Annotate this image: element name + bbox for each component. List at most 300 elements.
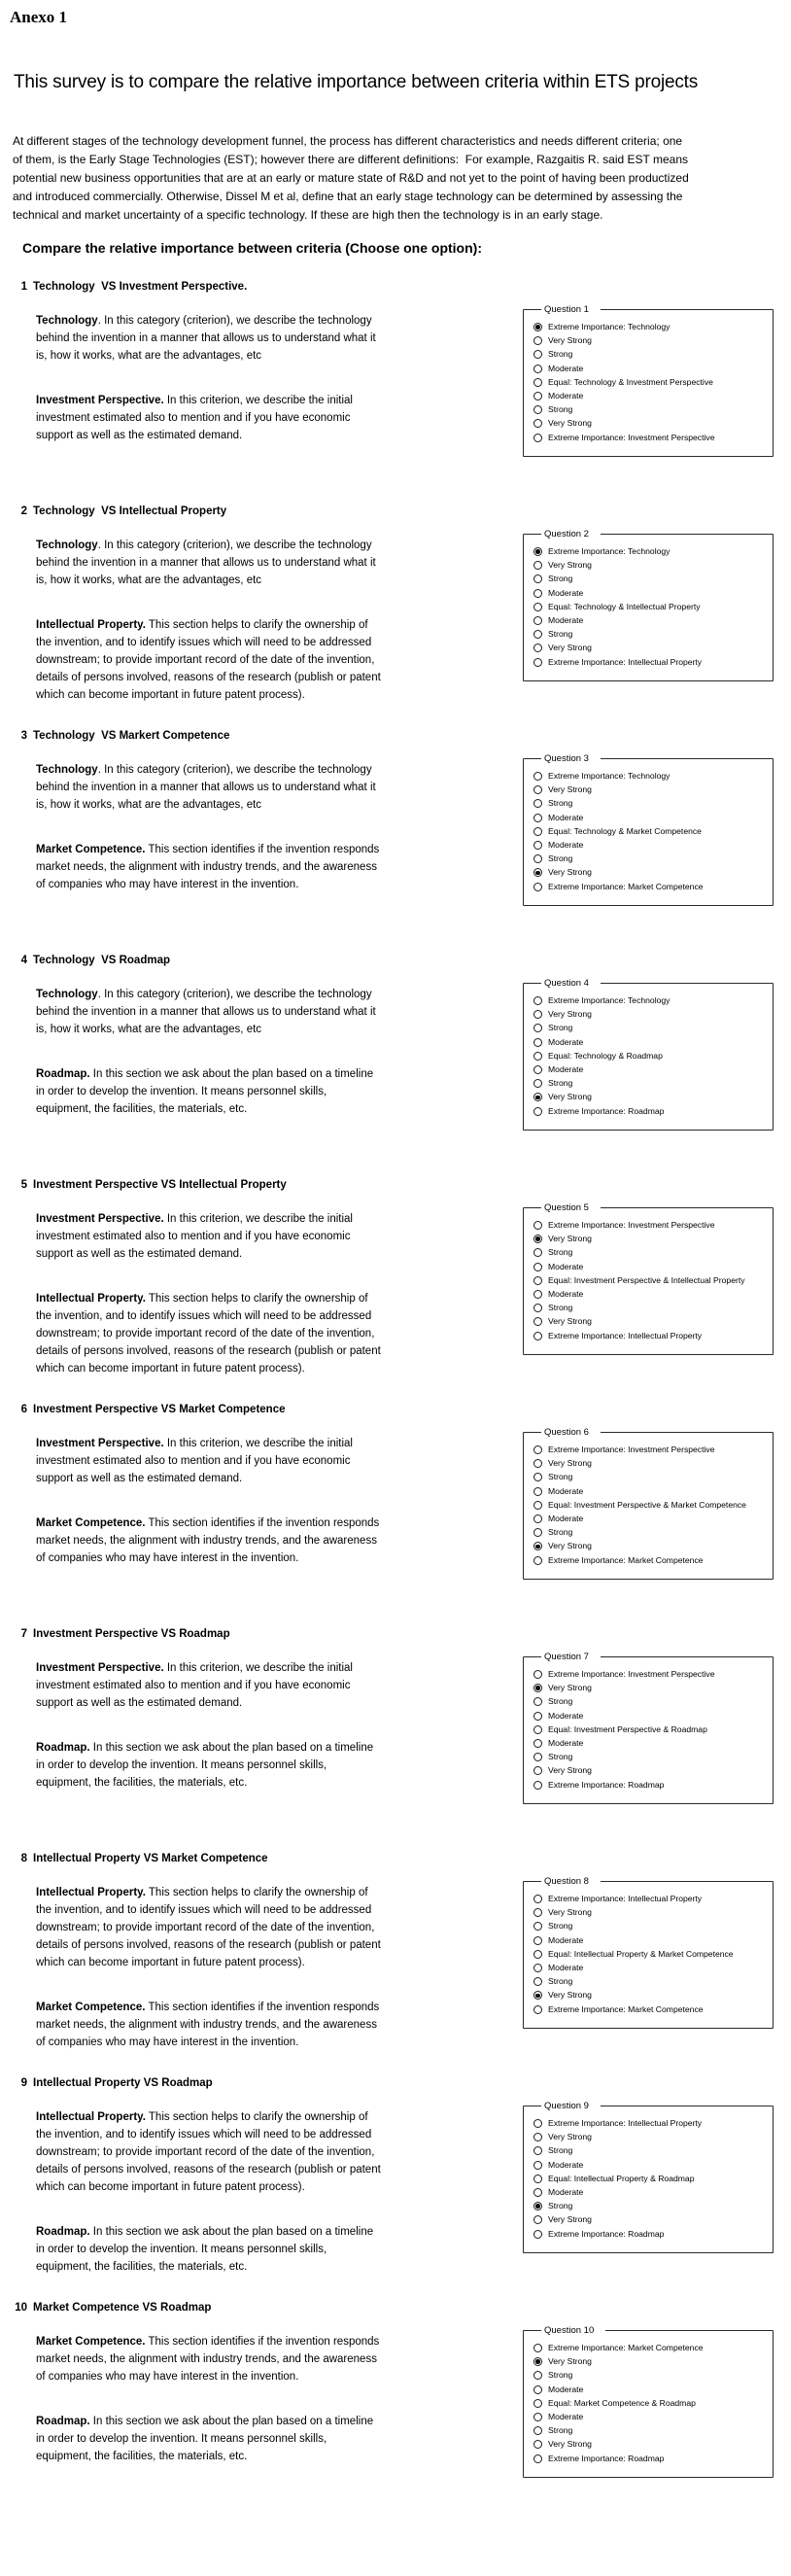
radio-option-label[interactable]: Moderate: [548, 1710, 584, 1721]
comparison-section: [0, 1179, 791, 1378]
radio-button-icon[interactable]: [533, 1487, 542, 1496]
radio-button-icon[interactable]: [533, 2454, 542, 2463]
radio-option-label[interactable]: Moderate: [548, 363, 584, 373]
section-number: 5: [20, 1178, 27, 1191]
comparison-section: [0, 2077, 791, 2277]
criterion-descriptions: [36, 537, 384, 704]
radio-option[interactable]: [533, 1248, 767, 1257]
radio-button-icon[interactable]: [533, 2426, 542, 2435]
radio-option-label[interactable]: Equal: Technology & Investment Perspective: [548, 376, 713, 387]
radio-option[interactable]: [533, 1317, 767, 1326]
radio-option[interactable]: [533, 658, 767, 667]
radio-button-icon[interactable]: [533, 2371, 542, 2380]
radio-group: [533, 2119, 767, 2239]
radio-option[interactable]: [533, 1697, 767, 1706]
criterion-description: [36, 2413, 384, 2465]
radio-button-icon[interactable]: [533, 1290, 542, 1299]
radio-option-label[interactable]: Extreme Importance: Roadmap: [548, 1105, 665, 1116]
radio-option[interactable]: [533, 1024, 767, 1032]
radio-option[interactable]: [533, 1977, 767, 1986]
radio-button-icon[interactable]: [533, 1332, 542, 1340]
radio-option[interactable]: [533, 772, 767, 781]
radio-button-icon[interactable]: [533, 1501, 542, 1510]
radio-option[interactable]: [533, 1895, 767, 1903]
radio-option-label[interactable]: Very Strong: [548, 2356, 592, 2367]
radio-option-label[interactable]: Extreme Importance: Technology: [548, 770, 671, 781]
radio-option-label[interactable]: Strong: [548, 1752, 573, 1762]
radio-button-icon[interactable]: [533, 827, 542, 836]
radio-button-icon[interactable]: [533, 1781, 542, 1790]
radio-option[interactable]: [533, 1936, 767, 1945]
radio-option[interactable]: [533, 1235, 767, 1243]
radio-button-icon[interactable]: [533, 1739, 542, 1748]
radio-option[interactable]: [533, 434, 767, 442]
section-heading-text: Investment Perspective VS Intellectual Property: [33, 1178, 287, 1191]
radio-option-label[interactable]: Very Strong: [548, 2214, 592, 2225]
radio-option-label[interactable]: Equal: Technology & Roadmap: [548, 1050, 663, 1061]
radio-button-icon[interactable]: [533, 883, 542, 891]
criterion-description: [36, 1514, 384, 1567]
radio-option[interactable]: [533, 350, 767, 359]
radio-button-icon[interactable]: [533, 2188, 542, 2197]
radio-button-icon[interactable]: [533, 1473, 542, 1481]
radio-option[interactable]: [533, 1922, 767, 1931]
criterion-name: Intellectual Property.: [36, 618, 146, 631]
radio-option-label[interactable]: Very Strong: [548, 560, 592, 571]
radio-option-label[interactable]: Very Strong: [548, 1683, 592, 1693]
radio-option-label[interactable]: Extreme Importance: Technology: [548, 321, 671, 331]
radio-button-icon[interactable]: [533, 1304, 542, 1312]
radio-button-icon[interactable]: [533, 1753, 542, 1761]
radio-button-icon[interactable]: [533, 1712, 542, 1721]
radio-option[interactable]: [533, 2357, 767, 2366]
radio-option[interactable]: [533, 1276, 767, 1285]
radio-option-label[interactable]: Extreme Importance: Technology: [548, 545, 671, 556]
radio-option-label[interactable]: Strong: [548, 2370, 573, 2381]
radio-button-icon[interactable]: [533, 868, 542, 877]
radio-option-label[interactable]: Strong: [548, 629, 573, 640]
radio-option[interactable]: [533, 1263, 767, 1271]
radio-option-label[interactable]: Extreme Importance: Market Competence: [548, 2003, 704, 2014]
radio-option[interactable]: [533, 1991, 767, 2000]
radio-option-label[interactable]: Moderate: [548, 1261, 584, 1271]
radio-option[interactable]: [533, 603, 767, 611]
radio-option[interactable]: [533, 2454, 767, 2463]
radio-option[interactable]: [533, 1107, 767, 1116]
criterion-name: Technology: [36, 988, 98, 1000]
radio-button-icon[interactable]: [533, 2119, 542, 2128]
radio-option-label[interactable]: Extreme Importance: Investment Perspective: [548, 1219, 715, 1230]
radio-option[interactable]: [533, 1950, 767, 1959]
radio-option-label[interactable]: Moderate: [548, 1485, 584, 1496]
radio-option-label[interactable]: Very Strong: [548, 1765, 592, 1776]
radio-option[interactable]: [533, 785, 767, 794]
radio-button-icon[interactable]: [533, 1766, 542, 1775]
radio-option-label[interactable]: Very Strong: [548, 867, 592, 878]
radio-option-label[interactable]: Extreme Importance: Technology: [548, 994, 671, 1005]
radio-button-icon[interactable]: [533, 561, 542, 570]
radio-option-label[interactable]: Strong: [548, 853, 573, 864]
radio-button-icon[interactable]: [533, 574, 542, 583]
section-number: 10: [15, 2301, 27, 2314]
question-label: Question 7: [544, 1651, 589, 1662]
radio-option[interactable]: [533, 2426, 767, 2435]
radio-option[interactable]: [533, 2005, 767, 2014]
radio-option[interactable]: [533, 2188, 767, 2197]
radio-button-icon[interactable]: [533, 547, 542, 556]
radio-option-label[interactable]: Very Strong: [548, 1541, 592, 1551]
radio-option[interactable]: [533, 2385, 767, 2394]
radio-button-icon[interactable]: [533, 1991, 542, 2000]
radio-option-label[interactable]: Equal: Intellectual Property & Roadmap: [548, 2173, 695, 2183]
radio-option[interactable]: [533, 827, 767, 836]
radio-option-label[interactable]: Very Strong: [548, 335, 592, 346]
radio-option-label[interactable]: Strong: [548, 798, 573, 809]
radio-option-label[interactable]: Extreme Importance: Market Competence: [548, 2342, 704, 2352]
radio-option-label[interactable]: Strong: [548, 1696, 573, 1707]
radio-button-icon[interactable]: [533, 405, 542, 414]
radio-button-icon[interactable]: [533, 1542, 542, 1550]
section-number: 1: [20, 280, 27, 293]
radio-button-icon[interactable]: [533, 2202, 542, 2210]
radio-option[interactable]: [533, 1542, 767, 1550]
radio-option[interactable]: [533, 1445, 767, 1454]
radio-option[interactable]: [533, 1684, 767, 1692]
radio-option-label[interactable]: Moderate: [548, 390, 584, 400]
radio-option-label[interactable]: Very Strong: [548, 1907, 592, 1918]
radio-button-icon[interactable]: [533, 1459, 542, 1468]
radio-button-icon[interactable]: [533, 1107, 542, 1116]
radio-button-icon[interactable]: [533, 644, 542, 652]
radio-option[interactable]: [533, 1556, 767, 1565]
radio-option-label[interactable]: Extreme Importance: Intellectual Property: [548, 656, 703, 667]
radio-option[interactable]: [533, 1908, 767, 1917]
radio-option[interactable]: [533, 841, 767, 850]
radio-button-icon[interactable]: [533, 1936, 542, 1945]
radio-option-label[interactable]: Extreme Importance: Intellectual Property: [548, 1893, 703, 1903]
radio-button-icon[interactable]: [533, 2215, 542, 2224]
radio-option-label[interactable]: Extreme Importance: Intellectual Property: [548, 1330, 703, 1340]
radio-option[interactable]: [533, 1473, 767, 1481]
radio-button-icon[interactable]: [533, 996, 542, 1005]
radio-option[interactable]: [533, 2161, 767, 2170]
radio-option-label[interactable]: Extreme Importance: Roadmap: [548, 2228, 665, 2239]
radio-button-icon[interactable]: [533, 1052, 542, 1061]
radio-option-label[interactable]: Moderate: [548, 1288, 584, 1299]
radio-button-icon[interactable]: [533, 378, 542, 387]
radio-option-label[interactable]: Very Strong: [548, 1092, 592, 1102]
radio-button-icon[interactable]: [533, 2230, 542, 2239]
radio-option-label[interactable]: Strong: [548, 349, 573, 360]
radio-option[interactable]: [533, 1725, 767, 1734]
criterion-description: [36, 1210, 384, 1263]
radio-option-label[interactable]: Strong: [548, 1247, 573, 1258]
radio-button-icon[interactable]: [533, 1697, 542, 1706]
radio-option[interactable]: [533, 589, 767, 598]
radio-option-label[interactable]: Very Strong: [548, 1458, 592, 1469]
radio-option[interactable]: [533, 365, 767, 373]
radio-option[interactable]: [533, 1038, 767, 1047]
radio-button-icon[interactable]: [533, 1010, 542, 1019]
radio-option-label[interactable]: Strong: [548, 2425, 573, 2436]
radio-button-icon[interactable]: [533, 2175, 542, 2183]
radio-option-label[interactable]: Strong: [548, 404, 573, 415]
radio-option[interactable]: [533, 2202, 767, 2210]
radio-option[interactable]: [533, 1487, 767, 1496]
radio-option-label[interactable]: Moderate: [548, 2411, 584, 2421]
radio-button-icon[interactable]: [533, 1684, 542, 1692]
radio-option-label[interactable]: Moderate: [548, 2159, 584, 2170]
radio-option[interactable]: [533, 2440, 767, 2449]
radio-button-icon[interactable]: [533, 1276, 542, 1285]
radio-option[interactable]: [533, 323, 767, 331]
radio-button-icon[interactable]: [533, 1556, 542, 1565]
radio-option-label[interactable]: Moderate: [548, 2186, 584, 2197]
radio-option[interactable]: [533, 336, 767, 345]
criterion-text: This section identifies if the invention responds market needs, the alignment with industry trends, and the awareness of companies who may have interest in the invention.: [36, 2002, 383, 2049]
radio-option[interactable]: [533, 799, 767, 808]
radio-option[interactable]: [533, 1514, 767, 1523]
radio-option-label[interactable]: Equal: Investment Perspective & Intellectual Property: [548, 1274, 745, 1285]
radio-option-label[interactable]: Equal: Investment Perspective & Roadmap: [548, 1723, 707, 1734]
radio-option[interactable]: [533, 1304, 767, 1312]
radio-option-label[interactable]: Moderate: [548, 1063, 584, 1074]
radio-option-label[interactable]: Extreme Importance: Roadmap: [548, 1779, 665, 1790]
question-column: [505, 730, 791, 929]
criterion-description: [36, 616, 384, 704]
radio-option-label[interactable]: Moderate: [548, 614, 584, 625]
section-number: 2: [20, 505, 27, 517]
radio-button-icon[interactable]: [533, 2344, 542, 2352]
radio-option-label[interactable]: Moderate: [548, 812, 584, 822]
radio-button-icon[interactable]: [533, 2133, 542, 2141]
radio-button-icon[interactable]: [533, 1514, 542, 1523]
radio-button-icon[interactable]: [533, 1024, 542, 1032]
radio-option-label[interactable]: Equal: Investment Perspective & Market Competence: [548, 1499, 746, 1510]
radio-option[interactable]: [533, 616, 767, 625]
radio-button-icon[interactable]: [533, 1977, 542, 1986]
radio-option[interactable]: [533, 854, 767, 863]
radio-option-label[interactable]: Strong: [548, 1527, 573, 1538]
radio-option[interactable]: [533, 2119, 767, 2128]
radio-option-label[interactable]: Very Strong: [548, 643, 592, 653]
radio-option[interactable]: [533, 2146, 767, 2155]
radio-button-icon[interactable]: [533, 854, 542, 863]
radio-option-label[interactable]: Extreme Importance: Intellectual Property: [548, 2117, 703, 2128]
radio-option-label[interactable]: Strong: [548, 574, 573, 584]
radio-button-icon[interactable]: [533, 1528, 542, 1537]
radio-button-icon[interactable]: [533, 1922, 542, 1931]
radio-button-icon[interactable]: [533, 814, 542, 822]
question-box: [523, 1876, 774, 2029]
radio-option[interactable]: [533, 419, 767, 428]
radio-button-icon[interactable]: [533, 1950, 542, 1959]
radio-button-icon[interactable]: [533, 589, 542, 598]
radio-option-label[interactable]: Extreme Importance: Investment Perspective: [548, 432, 715, 442]
section-number: 7: [20, 1627, 27, 1640]
radio-button-icon[interactable]: [533, 1038, 542, 1047]
radio-option[interactable]: [533, 1739, 767, 1748]
radio-option[interactable]: [533, 2413, 767, 2421]
radio-option-label[interactable]: Very Strong: [548, 1234, 592, 1244]
radio-option[interactable]: [533, 2175, 767, 2183]
radio-option-label[interactable]: Moderate: [548, 1513, 584, 1523]
radio-button-icon[interactable]: [533, 350, 542, 359]
radio-button-icon[interactable]: [533, 1725, 542, 1734]
radio-button-icon[interactable]: [533, 1895, 542, 1903]
radio-option[interactable]: [533, 1010, 767, 1019]
radio-option-label[interactable]: Moderate: [548, 1737, 584, 1748]
radio-button-icon[interactable]: [533, 1079, 542, 1088]
radio-option[interactable]: [533, 1332, 767, 1340]
radio-option-label[interactable]: Strong: [548, 1921, 573, 1932]
radio-button-icon[interactable]: [533, 2440, 542, 2449]
radio-option[interactable]: [533, 868, 767, 877]
radio-button-icon[interactable]: [533, 1908, 542, 1917]
section-heading-text: Technology VS Markert Competence: [33, 729, 230, 742]
radio-button-icon[interactable]: [533, 1065, 542, 1074]
radio-option[interactable]: [533, 883, 767, 891]
radio-option-label[interactable]: Strong: [548, 1023, 573, 1033]
question-box: [523, 753, 774, 906]
radio-option[interactable]: [533, 1459, 767, 1468]
radio-option-label[interactable]: Moderate: [548, 587, 584, 598]
radio-button-icon[interactable]: [533, 323, 542, 331]
radio-option-label[interactable]: Moderate: [548, 2384, 584, 2394]
radio-option[interactable]: [533, 1501, 767, 1510]
radio-option[interactable]: [533, 1528, 767, 1537]
radio-option[interactable]: [533, 1753, 767, 1761]
radio-option-label[interactable]: Moderate: [548, 1962, 584, 1972]
radio-option-label[interactable]: Very Strong: [548, 784, 592, 795]
radio-option[interactable]: [533, 392, 767, 400]
radio-option-label[interactable]: Strong: [548, 1472, 573, 1482]
radio-button-icon[interactable]: [533, 1964, 542, 1972]
criterion-description: [36, 1739, 384, 1792]
radio-button-icon[interactable]: [533, 2161, 542, 2170]
radio-option[interactable]: [533, 561, 767, 570]
radio-option-label[interactable]: Strong: [548, 2145, 573, 2156]
radio-option[interactable]: [533, 1781, 767, 1790]
radio-option[interactable]: [533, 378, 767, 387]
radio-option-label[interactable]: Moderate: [548, 839, 584, 850]
radio-option[interactable]: [533, 574, 767, 583]
radio-button-icon[interactable]: [533, 392, 542, 400]
radio-button-icon[interactable]: [533, 365, 542, 373]
criterion-description: [36, 1659, 384, 1712]
radio-button-icon[interactable]: [533, 1670, 542, 1679]
radio-option-label[interactable]: Very Strong: [548, 2439, 592, 2450]
radio-button-icon[interactable]: [533, 658, 542, 667]
radio-button-icon[interactable]: [533, 1093, 542, 1101]
radio-option[interactable]: [533, 1964, 767, 1972]
radio-option[interactable]: [533, 644, 767, 652]
radio-option[interactable]: [533, 2215, 767, 2224]
radio-option-label[interactable]: Equal: Market Competence & Roadmap: [548, 2397, 696, 2408]
radio-option-label[interactable]: Moderate: [548, 1036, 584, 1047]
section-number: 9: [20, 2076, 27, 2089]
radio-button-icon[interactable]: [533, 1317, 542, 1326]
radio-button-icon[interactable]: [533, 434, 542, 442]
radio-option-label[interactable]: Extreme Importance: Market Competence: [548, 881, 704, 891]
radio-option[interactable]: [533, 2371, 767, 2380]
radio-button-icon[interactable]: [533, 1221, 542, 1230]
radio-option-label[interactable]: Very Strong: [548, 2132, 592, 2142]
radio-option[interactable]: [533, 405, 767, 414]
radio-option-label[interactable]: Very Strong: [548, 1316, 592, 1327]
radio-button-icon[interactable]: [533, 2413, 542, 2421]
radio-option[interactable]: [533, 547, 767, 556]
radio-option-label[interactable]: Very Strong: [548, 1990, 592, 2001]
radio-option-label[interactable]: Extreme Importance: Roadmap: [548, 2453, 665, 2463]
section-heading-text: Technology VS Roadmap: [33, 954, 170, 966]
section-text-column: [15, 1853, 505, 2052]
radio-button-icon[interactable]: [533, 2357, 542, 2366]
radio-option-label[interactable]: Strong: [548, 2201, 573, 2211]
radio-option[interactable]: [533, 1093, 767, 1101]
radio-option-label[interactable]: Equal: Technology & Intellectual Property: [548, 601, 701, 611]
radio-button-icon[interactable]: [533, 2385, 542, 2394]
radio-option[interactable]: [533, 1712, 767, 1721]
radio-option-label[interactable]: Extreme Importance: Investment Perspective: [548, 1668, 715, 1679]
radio-option[interactable]: [533, 2230, 767, 2239]
radio-option[interactable]: [533, 2399, 767, 2408]
criterion-text: This section helps to clarify the ownership of the invention, and to identify issues which will need to be addressed downstream; to provide important record of the date of the invention, details of persons involved, reasons of the research (publish or patent which can become important in future patent process).: [36, 1886, 384, 1968]
radio-button-icon[interactable]: [533, 1235, 542, 1243]
radio-button-icon[interactable]: [533, 785, 542, 794]
radio-button-icon[interactable]: [533, 1263, 542, 1271]
radio-option-label[interactable]: Strong: [548, 1303, 573, 1313]
radio-option-label[interactable]: Equal: Intellectual Property & Market Competence: [548, 1948, 734, 1959]
radio-option[interactable]: [533, 1065, 767, 1074]
radio-option[interactable]: [533, 2133, 767, 2141]
radio-button-icon[interactable]: [533, 419, 542, 428]
radio-button-icon[interactable]: [533, 2146, 542, 2155]
radio-option[interactable]: [533, 996, 767, 1005]
radio-option[interactable]: [533, 1766, 767, 1775]
radio-option-label[interactable]: Extreme Importance: Investment Perspective: [548, 1444, 715, 1454]
radio-button-icon[interactable]: [533, 772, 542, 781]
radio-button-icon[interactable]: [533, 603, 542, 611]
radio-option[interactable]: [533, 630, 767, 639]
radio-button-icon[interactable]: [533, 2005, 542, 2014]
radio-option-label[interactable]: Extreme Importance: Market Competence: [548, 1554, 704, 1565]
section-heading: [15, 730, 505, 742]
radio-option[interactable]: [533, 2344, 767, 2352]
radio-option[interactable]: [533, 1670, 767, 1679]
radio-option-label[interactable]: Strong: [548, 1078, 573, 1089]
radio-button-icon[interactable]: [533, 841, 542, 850]
radio-option-label[interactable]: Strong: [548, 1976, 573, 1987]
radio-option[interactable]: [533, 1290, 767, 1299]
radio-option-label[interactable]: Very Strong: [548, 418, 592, 429]
radio-group: [533, 1445, 767, 1565]
radio-button-icon[interactable]: [533, 336, 542, 345]
radio-button-icon[interactable]: [533, 799, 542, 808]
radio-option-label[interactable]: Equal: Technology & Market Competence: [548, 825, 702, 836]
radio-option[interactable]: [533, 1052, 767, 1061]
radio-button-icon[interactable]: [533, 2399, 542, 2408]
radio-option-label[interactable]: Very Strong: [548, 1009, 592, 1020]
radio-button-icon[interactable]: [533, 1445, 542, 1454]
radio-button-icon[interactable]: [533, 616, 542, 625]
radio-option[interactable]: [533, 814, 767, 822]
radio-button-icon[interactable]: [533, 1248, 542, 1257]
radio-option[interactable]: [533, 1221, 767, 1230]
radio-option[interactable]: [533, 1079, 767, 1088]
radio-option-label[interactable]: Moderate: [548, 1934, 584, 1945]
radio-button-icon[interactable]: [533, 630, 542, 639]
